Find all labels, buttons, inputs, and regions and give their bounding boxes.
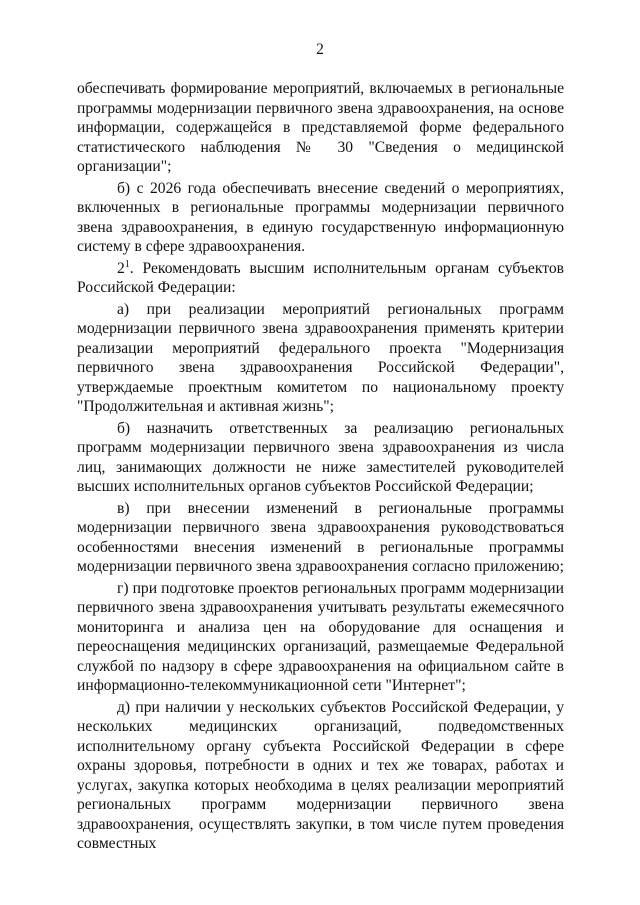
paragraph-item-g: г) при подготовке проектов региональных программ модернизации первичного звена здравоохранения учитывать результаты ежемесячного мониторинга и анализа цен на оборудование для оснащения и переоснащения медицинских организаций, размещаемые Федеральной службой по надзору в сфере здравоохранения на официальном сайте в информационно-телекоммуникационной сети "Интернет"; <box>77 579 564 694</box>
point-number-superscript: 1 <box>124 258 130 270</box>
paragraph-point-2-1 <box>77 259 564 298</box>
paragraph-item-d: д) при наличии у нескольких субъектов Российской Федерации, у нескольких медицинских организаций, подведомственных исполнительному органу субъекта Российской Федерации в сфере охраны здоровья, потребности в одних и тех же товарах, работах и услугах, закупка которых необходима в целях реализации мероприятий региональных программ модернизации первичного звена здравоохранения, осуществлять закупки, в том числе путем проведения совместных <box>77 698 564 852</box>
document-body <box>77 79 564 856</box>
paragraph-item-b-2: б) назначить ответственных за реализацию региональных программ модернизации первичного звена здравоохранения из числа лиц, занимающих должности не ниже заместителей руководителей высших исполнительных органов субъектов Российской Федерации; <box>77 419 564 495</box>
paragraph-item-b: б) с 2026 года обеспечивать внесение сведений о мероприятиях, включенных в региональные программы модернизации первичного звена здравоохранения, в единую государственную информационную систему в сфере здравоохранения. <box>77 179 564 255</box>
paragraph-item-a: а) при реализации мероприятий региональных программ модернизации первичного звена здравоохранения применять критерии реализации мероприятий федерального проекта "Модернизация первичного звена здравоохранения Российской Федерации", утверждаемые проектным комитетом по национальному проекту "Продолжительная и активная жизнь"; <box>77 300 564 415</box>
point-text: . Рекомендовать высшим исполнительным органам субъектов Российской Федерации: <box>77 259 564 296</box>
page-number: 2 <box>316 41 324 58</box>
point-number: 2 <box>117 259 125 277</box>
paragraph-item-v: в) при внесении изменений в региональные программы модернизации первичного звена здравоохранения руководствоваться особенностями внесения изменений в региональные программы модернизации первичного звена здравоохранения согласно приложению; <box>77 499 564 575</box>
paragraph-continuation: обеспечивать формирование мероприятий, включаемых в региональные программы модернизации первичного звена здравоохранения, на основе информации, содержащейся в представляемой форме федерального статистического наблюдения № 30 "Сведения о медицинской организации"; <box>77 80 564 175</box>
